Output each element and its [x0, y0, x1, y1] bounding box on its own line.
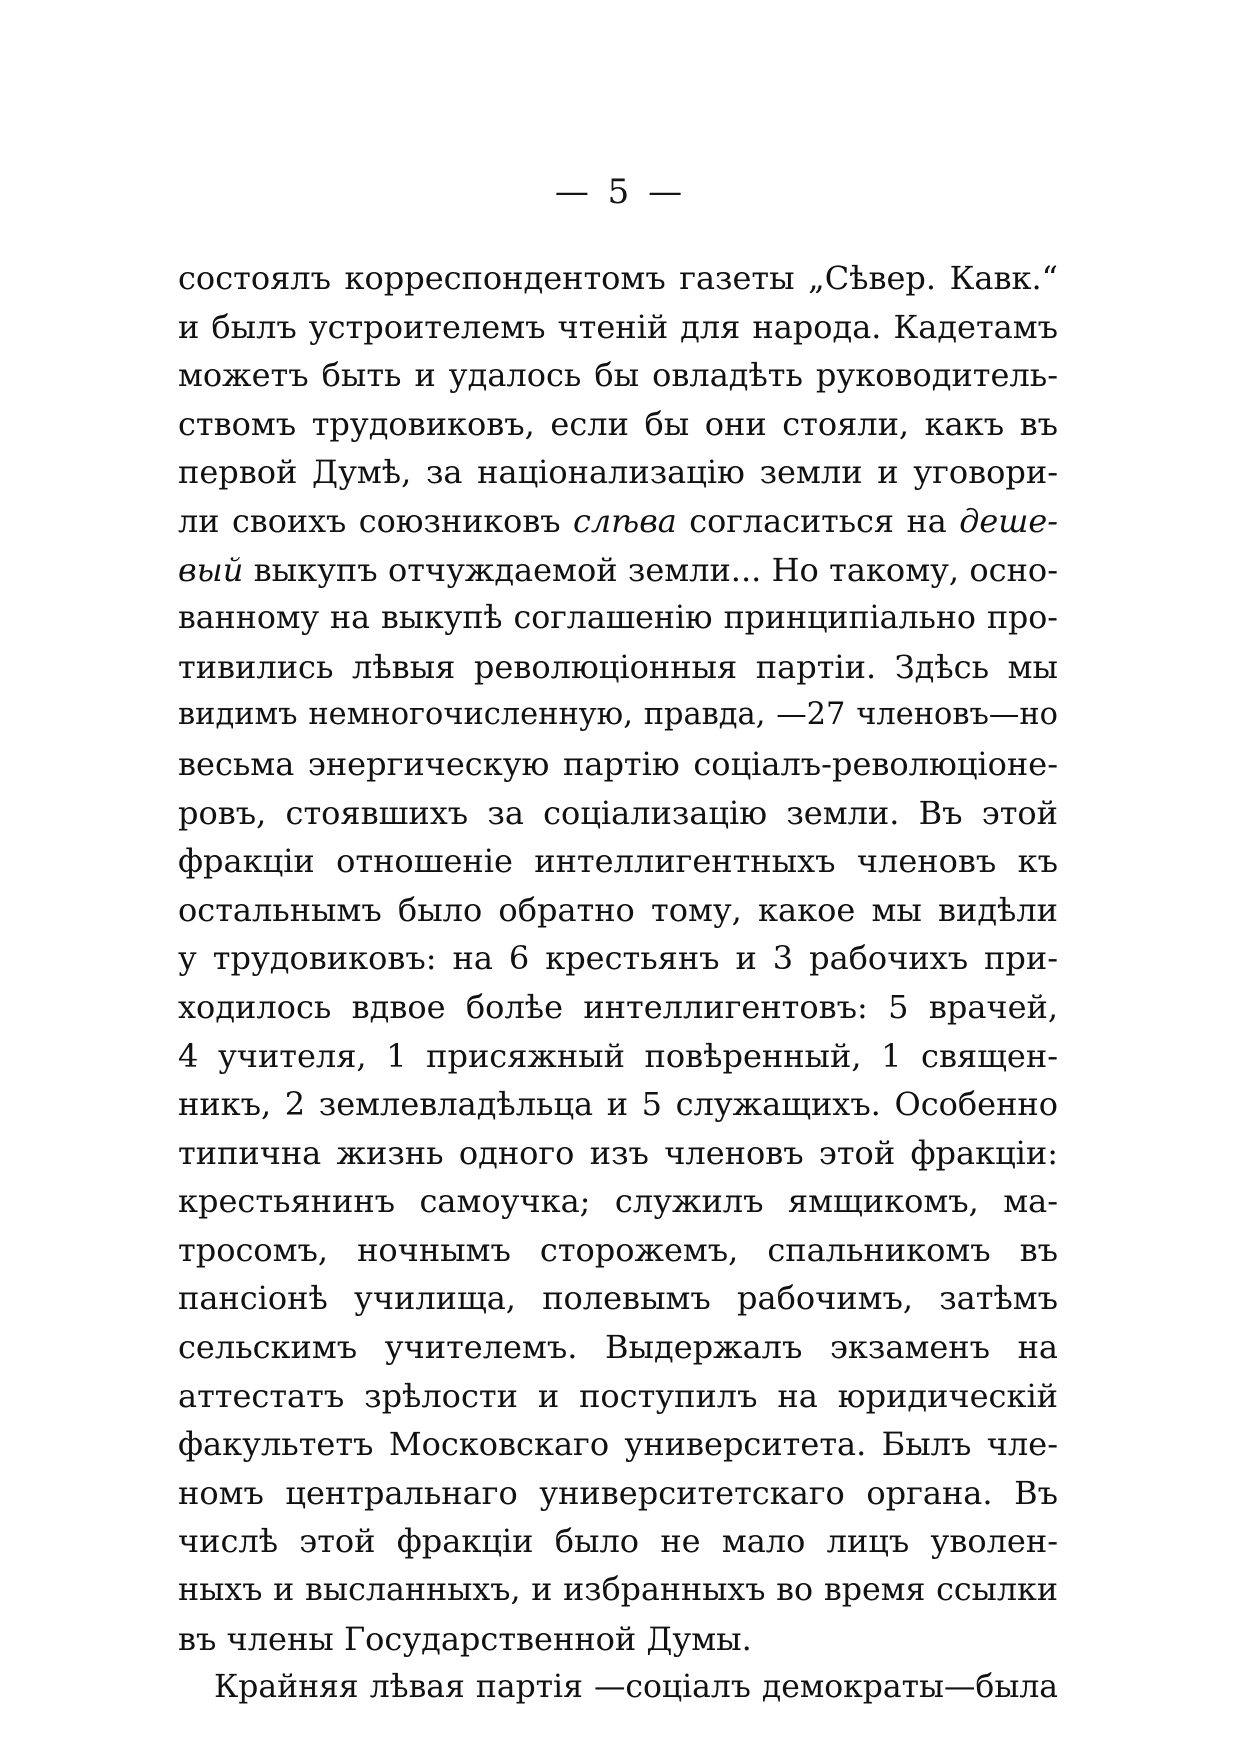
text-line: [178, 1566, 1058, 1615]
text-line: [178, 1663, 1058, 1712]
text-line: [178, 351, 1058, 400]
line-text: тросомъ, ночнымъ сторожемъ, спальникомъ въ: [178, 1230, 1058, 1269]
text-line: [178, 1323, 1058, 1372]
line-text: первой Думѣ, за націонализацію земли и уговори-: [178, 453, 1058, 492]
text-line: [178, 643, 1058, 692]
line-text: въ члены Государственной Думы.: [178, 1619, 752, 1658]
text-line: [178, 1517, 1058, 1566]
line-text: сельскимъ учителемъ. Выдержалъ экзаменъ на: [178, 1328, 1058, 1367]
page-number: — 5 —: [554, 172, 687, 212]
text-line: [178, 546, 1058, 595]
line-text: остальнымъ было обратно тому, какое мы видѣли: [178, 890, 1058, 929]
line-text: ствомъ трудовиковъ, если бы они стояли, какъ въ: [178, 404, 1058, 443]
line-text: ровъ, стоявшихъ за соціализацію земли. Въ этой: [178, 793, 1058, 832]
text-line: [178, 594, 1058, 643]
text-line: [178, 1226, 1058, 1275]
text-line: [178, 740, 1058, 789]
italic-text: вый: [178, 550, 244, 589]
line-text: числѣ этой фракціи было не мало лицъ уволен-: [178, 1522, 1058, 1561]
text-line: [178, 837, 1058, 886]
line-text: можетъ быть и удалось бы овладѣть руководитель-: [178, 356, 1058, 395]
line-text: выкупъ отчуждаемой земли... Но такому, осно-: [243, 550, 1058, 589]
text-line: [178, 934, 1058, 983]
text-line: [178, 1274, 1058, 1323]
line-text: номъ центральнаго университетскаго органа. Въ: [178, 1473, 1058, 1512]
line-text: видимъ немногочисленную, правда, —27 членовъ—но: [178, 697, 1058, 733]
text-line: [178, 886, 1058, 935]
text-line: [178, 1129, 1058, 1178]
line-text: 4 учителя, 1 присяжный повѣренный, 1 священ-: [178, 1036, 1058, 1075]
line-text: ли своихъ союзниковъ: [178, 501, 574, 540]
line-text: ходилось вдвое болѣе интеллигентовъ: 5 врачей,: [178, 987, 1058, 1026]
text-line: [178, 983, 1058, 1032]
line-text: фракціи отношеніе интеллигентныхъ членовъ къ: [178, 842, 1058, 881]
line-text: тивились лѣвыя революціонныя партіи. Здѣсь мы: [178, 647, 1058, 686]
text-line: [178, 1177, 1058, 1226]
text-line: [178, 400, 1058, 449]
text-line: [178, 1080, 1058, 1129]
text-line: [178, 303, 1058, 352]
text-line: [178, 497, 1058, 546]
line-text: пансіонѣ училища, полевымъ рабочимъ, затѣмъ: [178, 1279, 1058, 1318]
text-line: [178, 1469, 1058, 1518]
line-text: ванному на выкупѣ соглашенію принципіально про-: [178, 600, 1058, 637]
line-text: согласиться на: [676, 501, 960, 540]
line-text: ныхъ и высланныхъ, и избранныхъ во время ссылки: [178, 1572, 1058, 1609]
line-text: у трудовиковъ: на 6 крестьянъ и 3 рабочихъ при-: [178, 939, 1058, 978]
text-line: [178, 254, 1058, 303]
italic-text: деше-: [959, 501, 1058, 540]
text-line: [178, 789, 1058, 838]
line-text: Крайняя лѣвая партія —соціалъ демократы—была: [214, 1669, 1058, 1706]
body-text: [178, 254, 1058, 1712]
line-text: факультетъ Московскаго университета. Былъ чле-: [178, 1425, 1058, 1464]
line-text: весьма энергическую партію соціалъ-революціоне-: [178, 744, 1058, 783]
text-line: [178, 1420, 1058, 1469]
line-text: и былъ устроителемъ чтеній для народа. Кадетамъ: [178, 307, 1058, 346]
line-text: аттестатъ зрѣлости и поступилъ на юридическій: [178, 1376, 1058, 1415]
text-line: [178, 1372, 1058, 1421]
text-line: [178, 691, 1058, 740]
text-line: [178, 1032, 1058, 1081]
text-line: [178, 448, 1058, 497]
line-text: состоялъ корреспондентомъ газеты „Сѣвер. Кавк.“: [178, 259, 1058, 297]
line-text: никъ, 2 землевладѣльца и 5 служащихъ. Особенно: [178, 1085, 1058, 1124]
line-text: крестьянинъ самоучка; служилъ ямщикомъ, ма-: [178, 1182, 1058, 1221]
text-line: [178, 1615, 1058, 1664]
line-text: типична жизнь одного изъ членовъ этой фракціи:: [178, 1133, 1058, 1172]
italic-text: слѣва: [573, 501, 677, 540]
